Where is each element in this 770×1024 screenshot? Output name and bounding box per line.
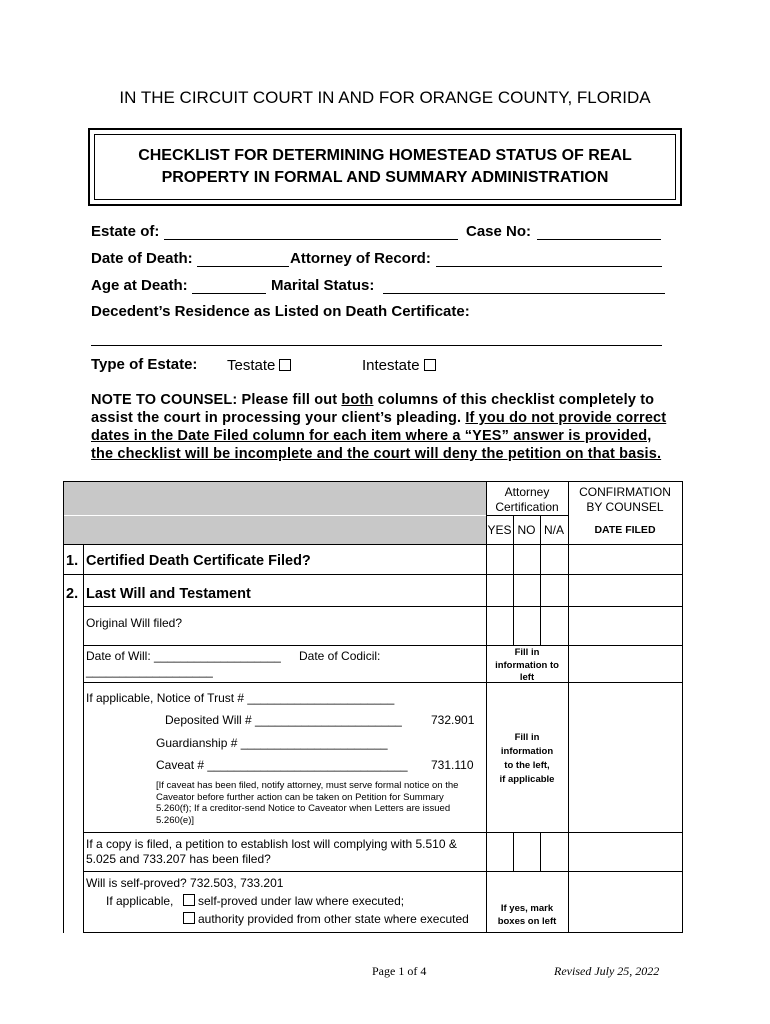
rule [83, 682, 683, 683]
no-header: NO [517, 523, 536, 537]
if-applicable-label: If applicable, [106, 894, 174, 908]
caveat-statute: 731.110 [431, 758, 474, 772]
confirmation-header [568, 485, 682, 515]
fill-app-line-2: information [500, 746, 554, 757]
attorney-of-record-line[interactable] [436, 266, 662, 267]
rule [682, 481, 683, 933]
rule [513, 832, 514, 872]
age-at-death-line[interactable] [192, 293, 266, 294]
rule [63, 515, 486, 516]
note-part-3: columns of this checklist completely to assist the court in processing your client’s pleading. [91, 392, 655, 426]
note-to-counsel [91, 391, 671, 463]
item-2-number: 2. [66, 586, 79, 602]
note-warning: If you do not provide correct dates in the Date Filed column for each item where a “YES” answer is provided, the checklist will be incomplete and the court will deny the petition on that basis. [91, 410, 667, 462]
fill-info-left-note [486, 647, 568, 685]
rule [63, 544, 683, 545]
copy-line-2: 5.025 and 733.207 has been filed? [86, 852, 271, 866]
title-box [88, 128, 682, 206]
testate-label: Testate [227, 357, 276, 374]
residence-label: Decedent’s Residence as Listed on Death Certificate: [91, 303, 470, 320]
type-of-estate-label: Type of Estate: [91, 356, 198, 373]
page-number: Page 1 of 4 [372, 964, 427, 978]
rule [63, 481, 64, 933]
rule [83, 544, 84, 933]
rule [83, 832, 683, 833]
marital-status-label: Marital Status: [271, 277, 375, 294]
yes-header: YES [487, 523, 512, 537]
caveat-note-line-4: 5.260(e)] [156, 814, 195, 826]
date-of-death-label: Date of Death: [91, 250, 193, 267]
residence-line[interactable] [91, 345, 662, 346]
fill-left-line-1: Fill in [514, 647, 540, 658]
date-of-codicil-label: Date of Codicil: [299, 649, 381, 663]
rule [63, 481, 683, 482]
self-proved-question: Will is self-proved? 732.503, 733.201 [86, 876, 284, 890]
estate-of-line[interactable] [164, 239, 458, 240]
attorney-cert-line-1: Attorney [504, 485, 550, 499]
copy-filed-question [86, 837, 457, 867]
self-proved-law-option [183, 894, 404, 908]
intestate-checkbox[interactable] [424, 359, 436, 371]
mark-boxes-note [486, 903, 568, 928]
date-of-death-line[interactable] [197, 266, 289, 267]
caveat-note-line-1: [If caveat has been filed, notify attorney, must serve formal notice on the [156, 780, 459, 791]
caveat-note-line-3: 5.260(f); If a creditor-send Notice to Caveator when Letters are issued [156, 803, 451, 814]
title-line-1: CHECKLIST FOR DETERMINING HOMESTEAD STATUS OF REAL [138, 147, 632, 164]
item-1-label: Certified Death Certificate Filed? [86, 553, 311, 569]
authority-option [183, 912, 469, 926]
self-proved-law-label: self-proved under law where executed; [198, 894, 405, 908]
fill-left-line-2: information to [495, 659, 559, 671]
original-will-label: Original Will filed? [86, 616, 183, 630]
caveat-field: Caveat # ______________________________ [156, 758, 408, 772]
case-no-line[interactable] [537, 239, 661, 240]
rule [83, 606, 683, 607]
fill-app-line-3: to the left, [504, 760, 550, 771]
date-filed-header: DATE FILED [594, 524, 656, 536]
rule [486, 481, 487, 933]
fill-app-line-1: Fill in [514, 732, 540, 743]
self-proved-law-checkbox[interactable] [183, 894, 195, 906]
court-heading: IN THE CIRCUIT COURT IN AND FOR ORANGE COUNTY, FLORIDA [119, 88, 651, 107]
mark-line-2: boxes on left [497, 915, 557, 927]
attorney-cert-line-2: Certification [495, 500, 559, 514]
rule [83, 645, 683, 646]
copy-line-1: If a copy is filed, a petition to establish lost will complying with 5.510 & [86, 837, 457, 851]
authority-label: authority provided from other state where executed [198, 912, 469, 926]
deposited-will-field: Deposited Will # ______________________ [165, 713, 402, 727]
caveat-note-line-2: Caveator before further action can be taken on Petition for Summary [156, 791, 444, 803]
title-inner [94, 134, 676, 200]
age-at-death-label: Age at Death: [91, 277, 188, 294]
intestate-option [362, 357, 436, 374]
header-shade [63, 481, 486, 544]
attorney-of-record-label: Attorney of Record: [290, 250, 431, 267]
note-both: both [341, 392, 374, 408]
date-of-will-label: Date of Will: ___________________ [86, 649, 281, 663]
item-2-label: Last Will and Testament [86, 586, 251, 602]
note-part-1: NOTE TO COUNSEL: Please fill out [91, 392, 342, 408]
fill-info-applicable-note [486, 731, 568, 787]
notice-of-trust-field: If applicable, Notice of Trust # ______________________ [86, 691, 395, 705]
confirmation-line-1: CONFIRMATION [579, 485, 671, 499]
rule [486, 515, 568, 516]
na-header: N/A [543, 523, 564, 537]
title-line-2: PROPERTY IN FORMAL AND SUMMARY ADMINISTRATION [161, 169, 609, 186]
confirmation-line-2: BY COUNSEL [586, 500, 664, 514]
testate-option [227, 357, 291, 374]
rule [63, 574, 683, 575]
caveat-note [156, 780, 486, 826]
revised-date: Revised July 25, 2022 [554, 964, 660, 978]
rule [540, 832, 541, 872]
attorney-certification-header [486, 485, 568, 515]
testate-checkbox[interactable] [279, 359, 291, 371]
rule [568, 481, 569, 933]
rule [83, 932, 683, 933]
checklist-table [63, 481, 683, 933]
fill-left-line-3: left [519, 672, 535, 683]
item-1-number: 1. [66, 553, 79, 569]
intestate-label: Intestate [362, 357, 420, 374]
codicil-line: ___________________ [86, 664, 213, 678]
case-no-label: Case No: [466, 223, 532, 240]
guardianship-field: Guardianship # ______________________ [156, 736, 388, 750]
deposited-will-statute: 732.901 [431, 713, 475, 727]
mark-line-1: If yes, mark [500, 903, 554, 914]
fill-app-line-4: if applicable [499, 774, 555, 785]
marital-status-line[interactable] [383, 293, 665, 294]
estate-of-label: Estate of: [91, 223, 160, 240]
rule [83, 871, 683, 872]
authority-checkbox[interactable] [183, 912, 195, 924]
